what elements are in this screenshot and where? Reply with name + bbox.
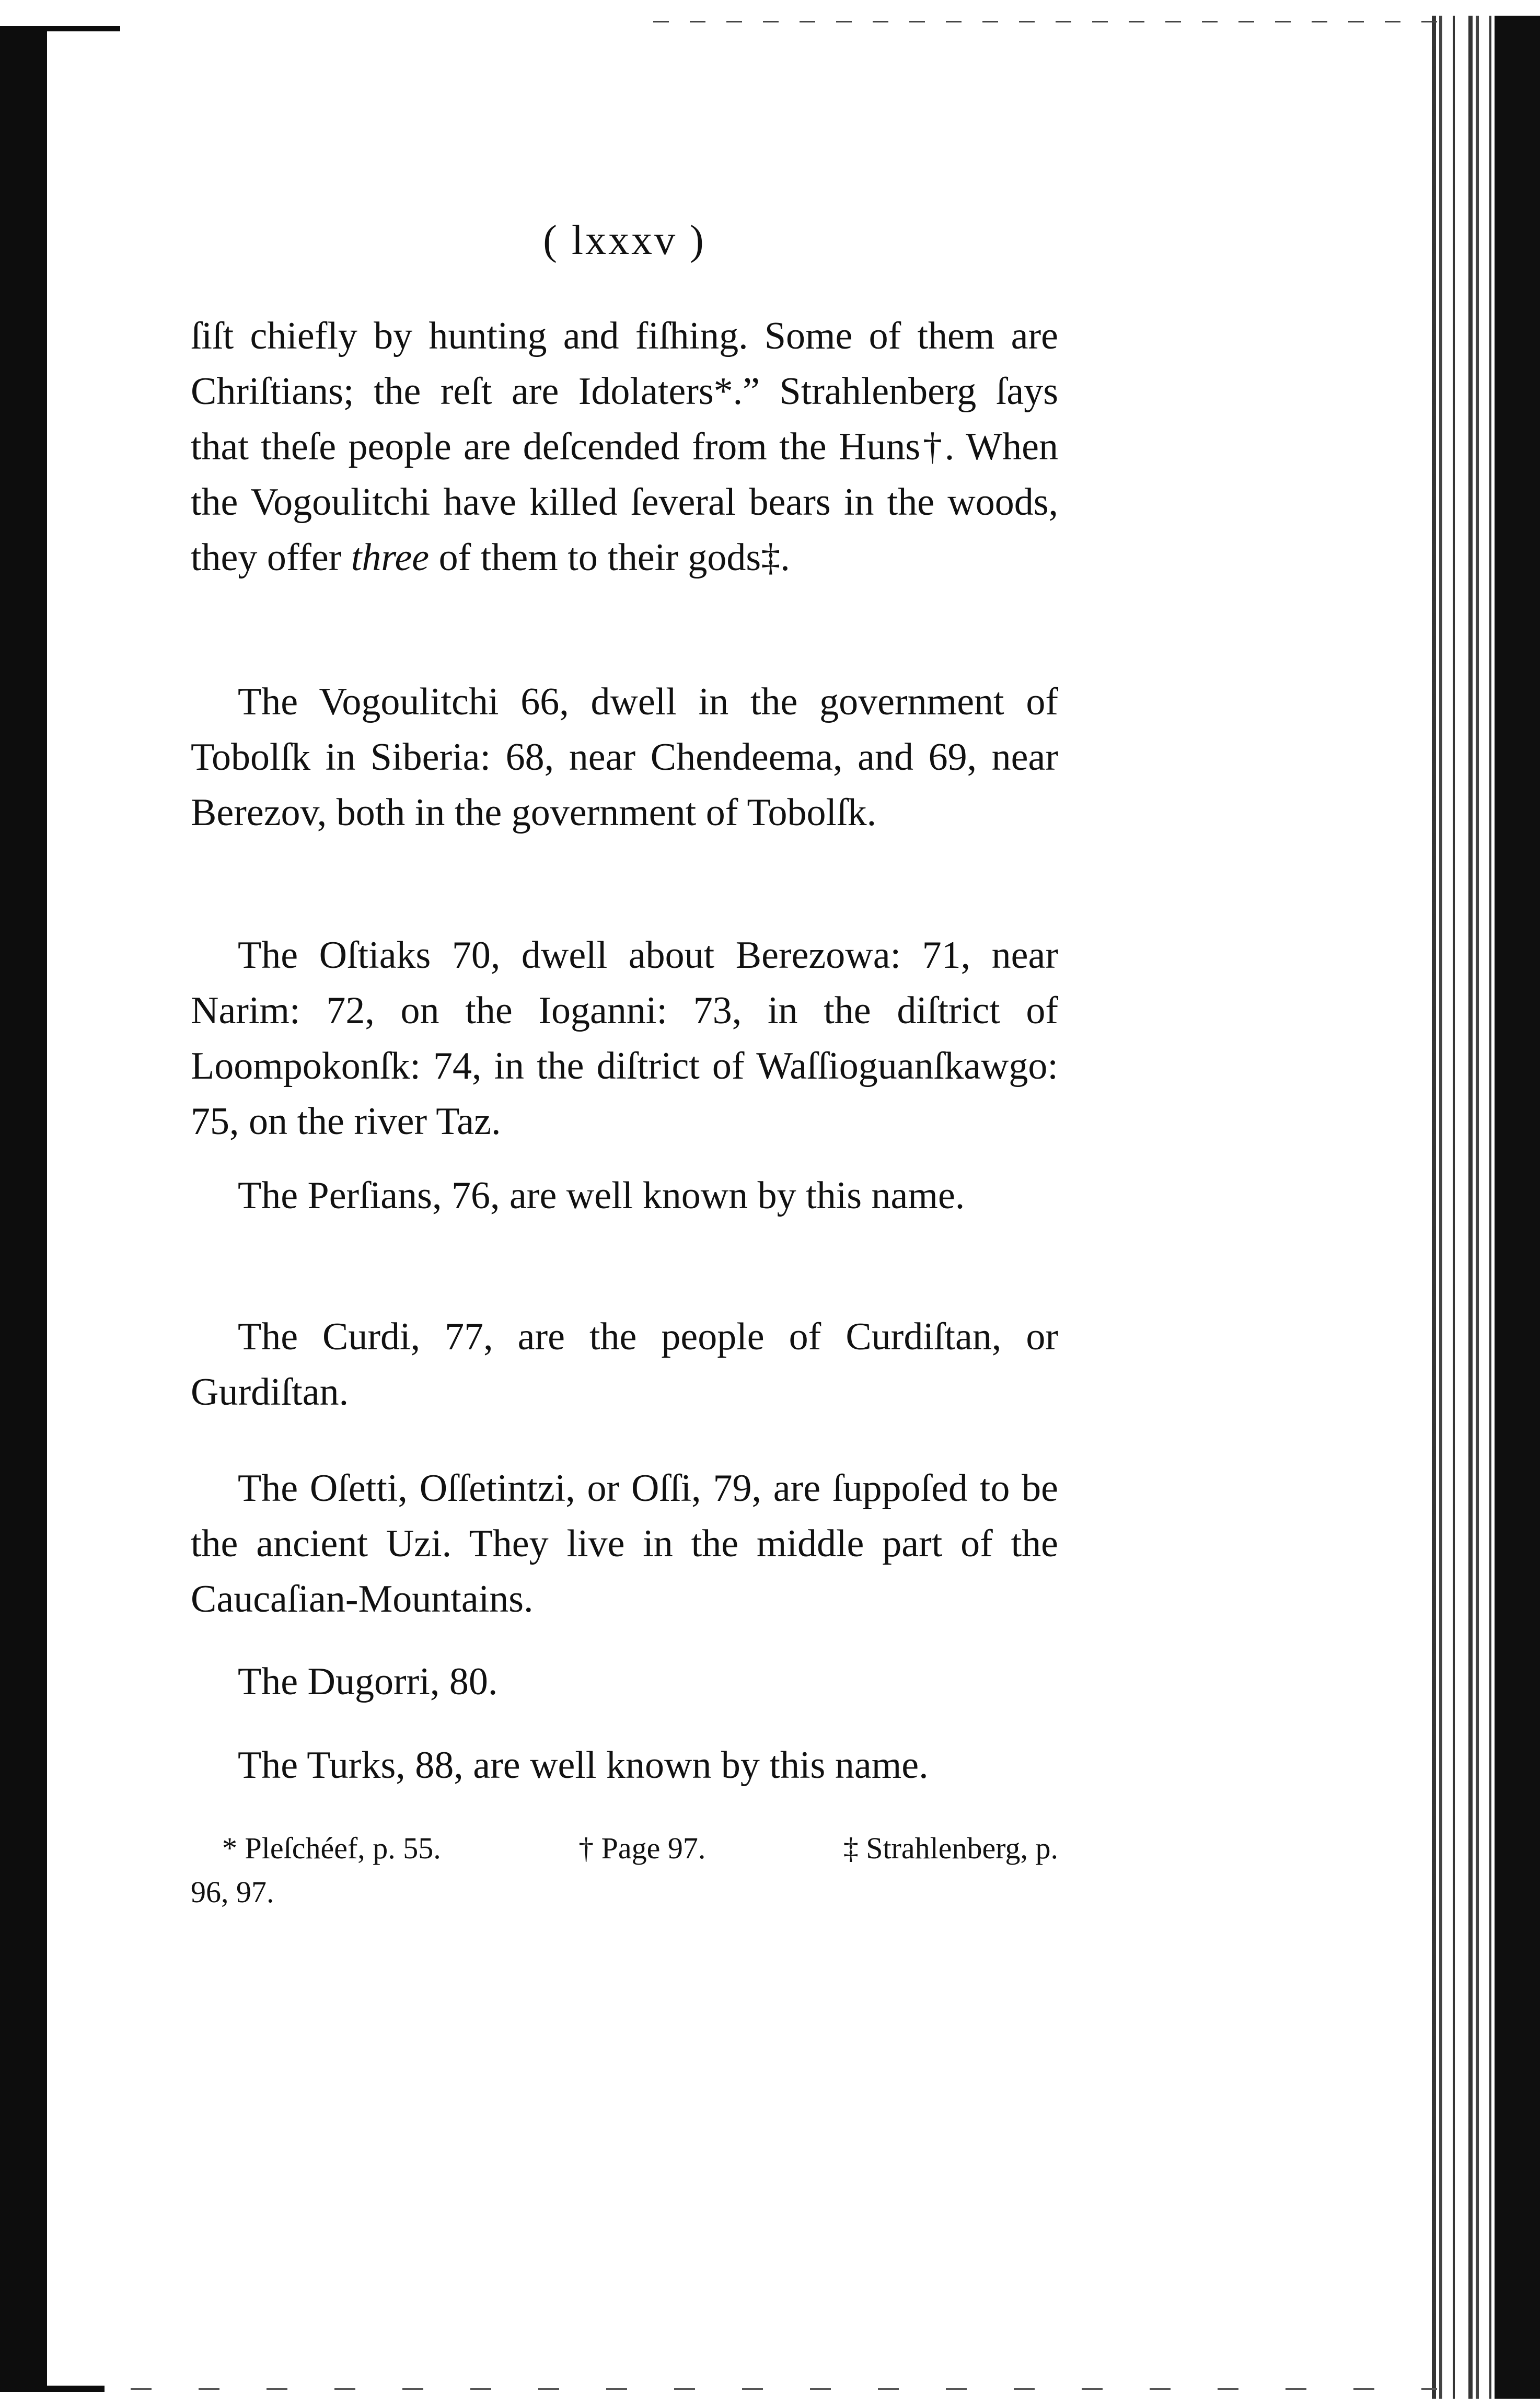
footnote-1: * Pleſchéef, p. 55. xyxy=(222,1831,441,1865)
paragraph-4: The Perſians, 76, are well known by this name. xyxy=(238,1174,965,1217)
page-edge-right xyxy=(1495,16,1540,2399)
paragraph-1 xyxy=(191,308,1058,585)
paragraph-1-end: of them to their gods‡. xyxy=(438,536,790,579)
paragraph-1-text: ſiſt chiefly by hunting and fiſhing. Some of them are Chriſtians; the reſt are Idolaters*.” Strahlenberg ſays that theſe people are deſcended from the Huns†. When the Vogoulitchi have killed ſeveral bears in the woods, they offer xyxy=(191,315,1058,579)
scan-bottom-rule xyxy=(131,2388,1437,2390)
paragraph-5: The Curdi, 77, are the people of Curdiſtan, or Gurdiſtan. xyxy=(191,1315,1058,1414)
footnotes xyxy=(191,1826,1058,1914)
footnote-3-continued: 96, 97. xyxy=(191,1875,274,1909)
paragraph-6: The Oſetti, Oſſetintzi, or Oſſi, 79, are ſuppoſed to be the ancient Uzi. They live in the middle part of the Caucaſian-Mountains. xyxy=(191,1467,1058,1621)
binding-edge-left xyxy=(0,29,47,2391)
scan-top-rule xyxy=(653,21,1437,22)
paragraph-2: The Vogoulitchi 66, dwell in the government of Tobolſk in Siberia: 68, near Chendeema, and 69, near Berezov, both in the government of Tobolſk. xyxy=(191,680,1058,834)
binding-edge-left-top xyxy=(0,26,120,31)
page-number-header: ( lxxxv ) xyxy=(543,217,706,263)
paragraph-1-italic: three xyxy=(351,536,430,579)
paragraph-7: The Dugorri, 80. xyxy=(238,1660,498,1703)
paragraph-8: The Turks, 88, are well known by this name. xyxy=(238,1744,929,1787)
paragraph-3: The Oſtiaks 70, dwell about Berezowa: 71, near Narim: 72, on the Ioganni: 73, in the diſtrict of Loompokonſk: 74, in the diſtrict of Waſſioguanſkawgo: 75, on the river Taz. xyxy=(191,934,1058,1143)
binding-edge-left-bottom xyxy=(0,2386,105,2392)
footnote-2: † Page 97. xyxy=(578,1831,706,1865)
footnote-3: ‡ Strahlenberg, p. xyxy=(843,1831,1058,1865)
